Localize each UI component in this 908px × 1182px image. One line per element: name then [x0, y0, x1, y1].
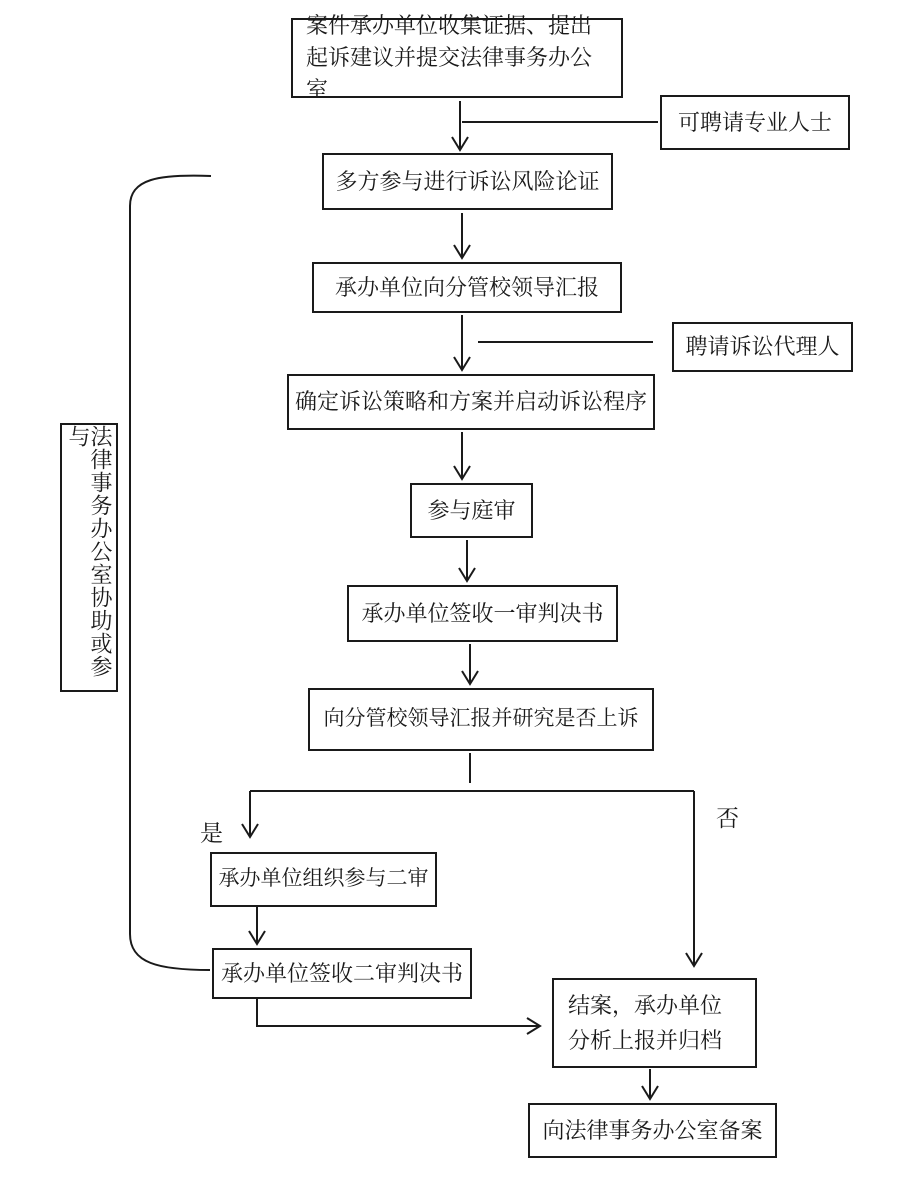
node-close-case — [552, 978, 757, 1068]
arrow-collect-to-risk — [452, 101, 468, 150]
node-collect-evidence — [291, 13, 623, 102]
arrow-yes-branch — [242, 791, 258, 837]
node-second-trial — [210, 852, 437, 907]
arrow-no-branch — [686, 791, 702, 966]
node-strategy-label: 确定诉讼策略和方案并启动诉讼程序 — [294, 389, 647, 415]
node-appeal-decision-label: 向分管校领导汇报并研究是否上诉 — [323, 707, 639, 731]
arrow-risk-to-report — [454, 213, 470, 258]
node-report-leader-label: 承办单位向分管校领导汇报 — [334, 274, 599, 300]
node-side-note — [60, 423, 118, 692]
node-first-judgment-label: 承办单位签收一审判决书 — [361, 600, 604, 626]
side-bracket — [130, 176, 211, 970]
arrow-judgment-to-close — [257, 999, 540, 1034]
node-close-case-label: 结案，承办单位分析上报并归档 — [568, 992, 723, 1053]
node-first-judgment — [347, 585, 618, 642]
node-report-leader — [312, 262, 622, 313]
node-hire-professional — [660, 95, 850, 150]
node-trial — [410, 483, 533, 538]
node-strategy — [287, 374, 655, 430]
arrow-strategy-to-trial — [454, 432, 470, 479]
node-file-record-label: 向法律事务办公室备案 — [542, 1117, 763, 1143]
node-hire-agent — [672, 322, 853, 372]
branch-label-no: 否 — [716, 805, 739, 831]
arrow-close-to-record — [642, 1069, 658, 1099]
node-hire-agent-label: 聘请诉讼代理人 — [685, 334, 840, 360]
node-appeal-decision — [308, 688, 654, 751]
node-hire-professional-label: 可聘请专业人士 — [677, 109, 832, 135]
node-collect-evidence-label: 案件承办单位收集证据、提出起诉建议并提交法律事务办公室 — [306, 13, 593, 102]
node-file-record — [528, 1103, 777, 1158]
arrow-report-to-strategy — [454, 315, 470, 370]
node-side-note-label: 法律事务办公室协助或参与 — [66, 425, 113, 678]
node-second-trial-label: 承办单位组织参与二审 — [218, 867, 429, 891]
arrow-first-judgment-to-appeal — [462, 644, 478, 684]
branch-label-yes: 是 — [200, 820, 223, 846]
node-second-judgment — [212, 948, 472, 999]
arrow-second-trial-to-judgment — [249, 907, 265, 944]
node-risk-review — [322, 153, 613, 210]
node-trial-label: 参与庭审 — [427, 497, 516, 523]
node-risk-review-label: 多方参与进行诉讼风险论证 — [335, 168, 600, 194]
arrow-trial-to-first-judgment — [459, 540, 475, 581]
node-second-judgment-label: 承办单位签收二审判决书 — [220, 960, 463, 986]
